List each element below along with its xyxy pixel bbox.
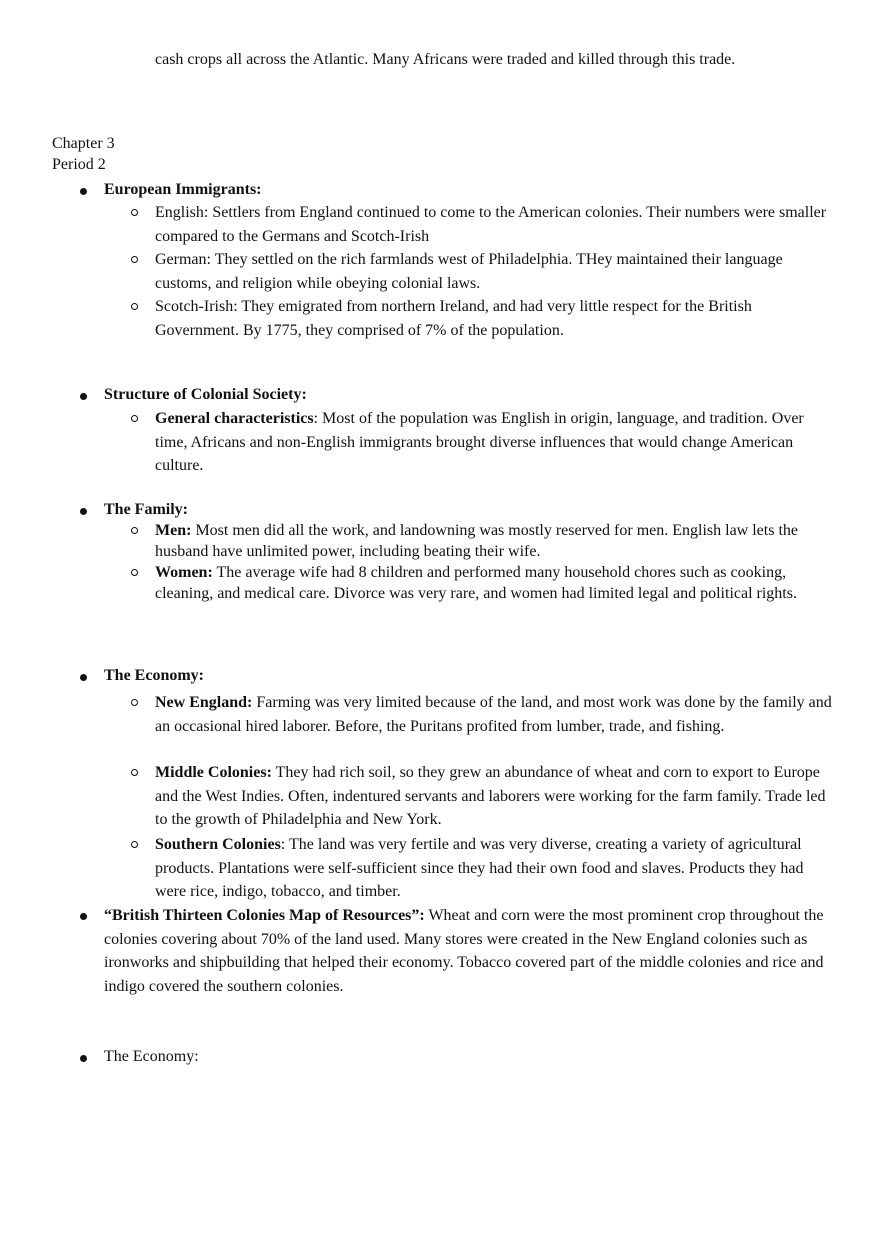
sub-bullet-icon bbox=[131, 841, 138, 848]
sub-bullet-icon bbox=[131, 527, 138, 534]
list-item: German: They settled on the rich farmlands west of Philadelphia. THey maintained their language customs, and religion while obeying colonial laws. bbox=[155, 251, 783, 292]
list-item bbox=[104, 904, 834, 999]
sub-bullet-icon bbox=[131, 569, 138, 576]
list-item bbox=[155, 521, 835, 562]
sub-bullet-icon bbox=[131, 303, 138, 310]
sub-bullet-icon bbox=[131, 256, 138, 263]
item-text: : Most of the population was English in origin, language, and tradition. Over time, Africans and non-English immigrants brought diverse influences that would change American culture. bbox=[155, 410, 804, 475]
period-heading: Period 2 bbox=[52, 156, 106, 173]
section-heading: Structure of Colonial Society: bbox=[104, 386, 307, 403]
intro-line: cash crops all across the Atlantic. Many Africans were traded and killed through this trade. bbox=[155, 51, 736, 68]
list-item: Scotch-Irish: They emigrated from northern Ireland, and had very little respect for the British Government. By 1775, they comprised of 7% of the population. bbox=[155, 298, 752, 339]
item-text: Most men did all the work, and landowning was mostly reserved for men. English law lets the husband have unlimited power, including beating their wife. bbox=[155, 522, 798, 560]
item-label: Women: bbox=[155, 564, 213, 581]
item-text: Farming was very limited because of the land, and most work was done by the family and an occasional hired laborer. Before, the Puritans profited from lumber, trade, and fishing. bbox=[155, 694, 832, 735]
section-heading: The Economy: bbox=[104, 667, 204, 684]
sub-bullet-icon bbox=[131, 209, 138, 216]
item-text: : The land was very fertile and was very diverse, creating a variety of agricultural products. Plantations were self-sufficient since they had their own food and slaves. Products they had were rice, indigo, tobacco, and timber. bbox=[155, 836, 804, 901]
chapter-heading: Chapter 3 bbox=[52, 135, 115, 152]
item-label: General characteristics bbox=[155, 410, 314, 427]
item-label: Men: bbox=[155, 522, 192, 539]
item-label: “British Thirteen Colonies Map of Resources”: bbox=[104, 907, 425, 924]
item-label: Middle Colonies: bbox=[155, 764, 272, 781]
item-label: New England: bbox=[155, 694, 253, 711]
item-label: Southern Colonies bbox=[155, 836, 281, 853]
bullet-icon bbox=[80, 188, 87, 195]
list-item bbox=[155, 407, 835, 478]
bullet-icon bbox=[80, 508, 87, 515]
bullet-icon bbox=[80, 674, 87, 681]
bullet-icon bbox=[80, 393, 87, 400]
bullet-icon bbox=[80, 913, 87, 920]
sub-bullet-icon bbox=[131, 415, 138, 422]
sub-bullet-icon bbox=[131, 699, 138, 706]
section-heading: The Family: bbox=[104, 501, 188, 518]
item-text: Wheat and corn were the most prominent crop throughout the colonies covering about 70% of the land used. Many stores were created in the New England colonies such as ironworks and shipbuilding that helped their economy. Tobacco covered part of the middle colonies and rice and indigo covered the southern colonies. bbox=[104, 907, 824, 996]
bullet-icon bbox=[80, 1055, 87, 1062]
list-item bbox=[155, 761, 835, 832]
list-item bbox=[155, 833, 835, 904]
item-text: The average wife had 8 children and performed many household chores such as cooking, cleaning, and medical care. Divorce was very rare, and women had limited legal and political rights. bbox=[155, 564, 797, 602]
list-item bbox=[155, 563, 835, 604]
sub-bullet-icon bbox=[131, 769, 138, 776]
item-text: They had rich soil, so they grew an abundance of wheat and corn to export to Europe and the West Indies. Often, indentured servants and laborers were working for the farm family. Trade led to the growth of Philadelphia and New York. bbox=[155, 764, 826, 829]
list-item: English: Settlers from England continued to come to the American colonies. Their numbers were smaller compared to the Germans and Scotch-Irish bbox=[155, 204, 827, 245]
list-item: The Economy: bbox=[104, 1048, 199, 1065]
section-heading: European Immigrants: bbox=[104, 181, 262, 198]
list-item bbox=[155, 691, 835, 738]
